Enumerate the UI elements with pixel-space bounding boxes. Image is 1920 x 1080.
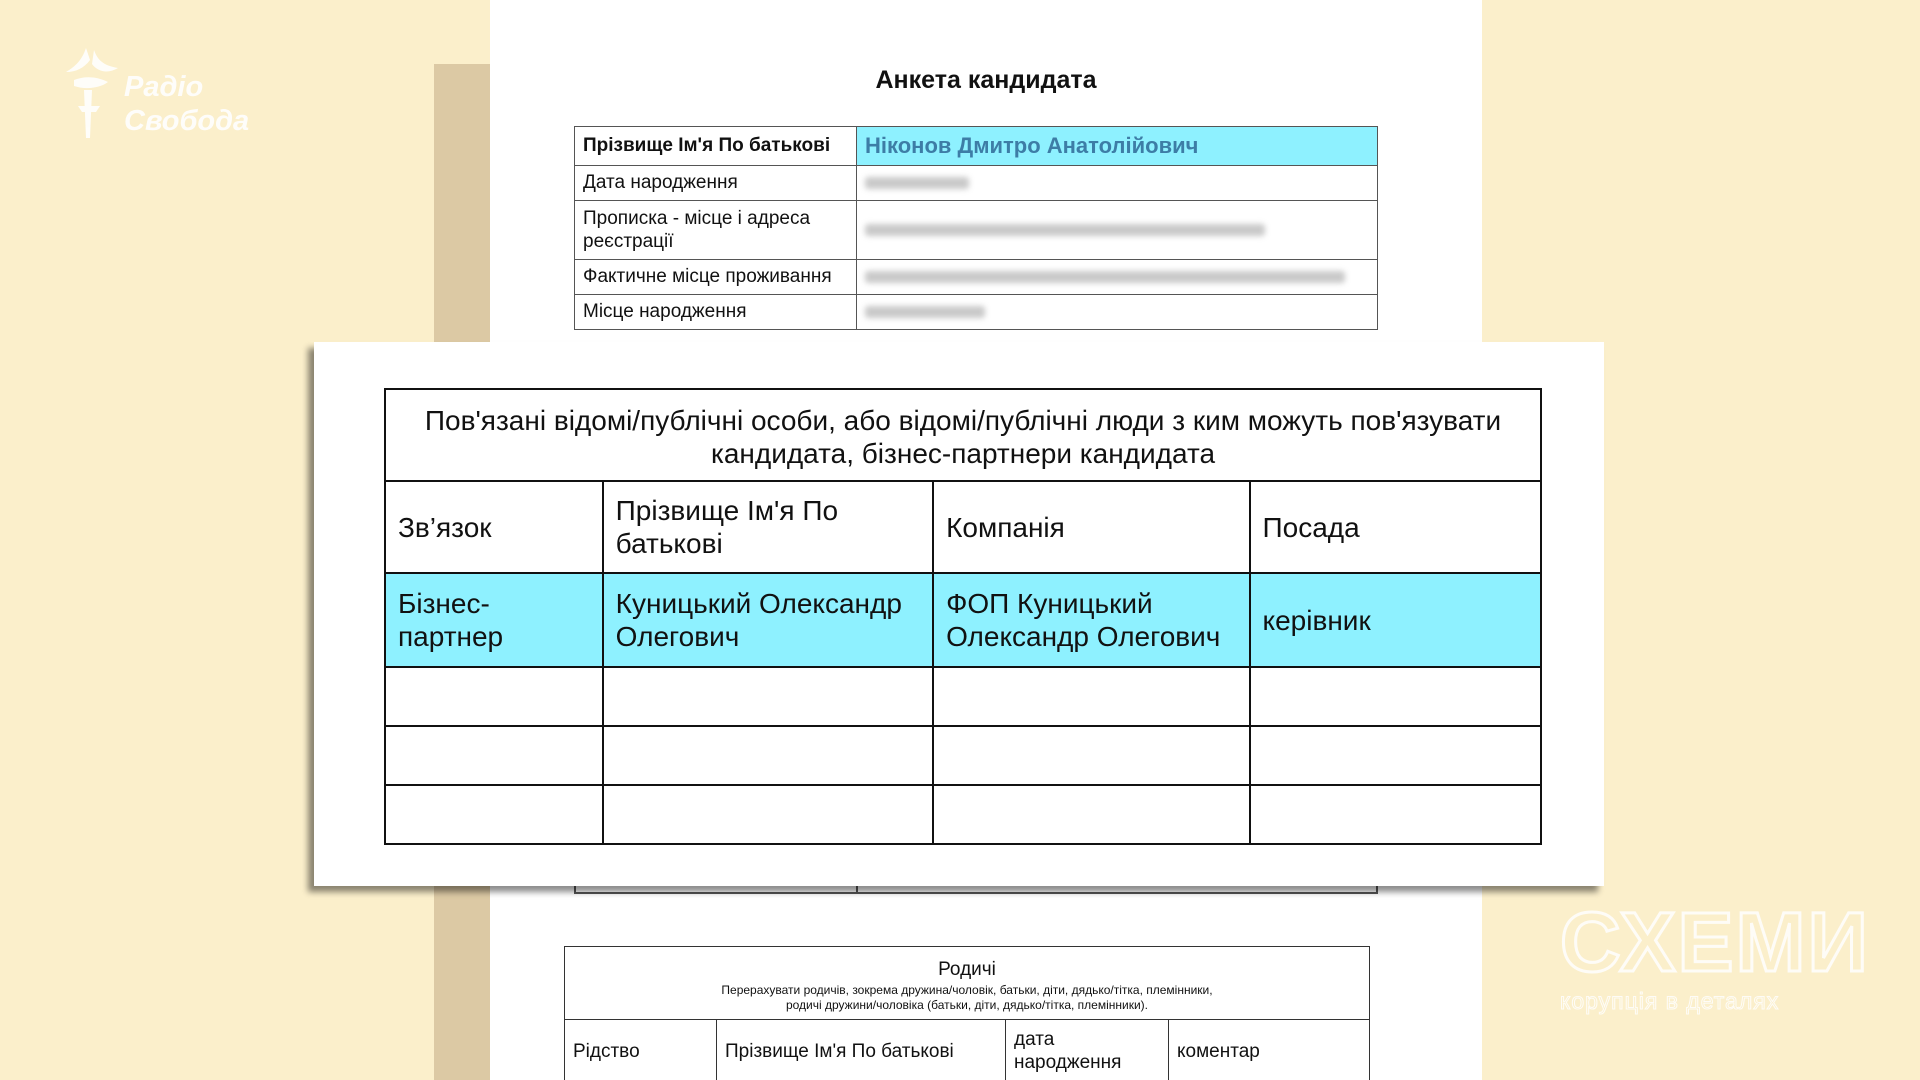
- watermark-subtitle: корупція в деталях: [1560, 988, 1780, 1014]
- relatives-note: Перерахувати родичів, зокрема дружина/чоловік, батьки, діти, дядько/тітка, племінники, родичі дружини/чоловіка (батьки, діти, дядько/тітка, племінники).: [721, 983, 1213, 1012]
- logo-text: Радіо Свобода: [124, 71, 250, 137]
- redacted-value: [857, 166, 1378, 201]
- document-title: Анкета кандидата: [875, 66, 1097, 94]
- relatives-table: [564, 946, 1370, 1080]
- table-row-empty: [385, 726, 1541, 785]
- table-cell: керівник: [1250, 573, 1541, 667]
- column-header: коментар: [1177, 1041, 1260, 1062]
- table-row: [575, 201, 1378, 260]
- column-header: дата народження: [1006, 1020, 1169, 1080]
- skhemy-watermark: [1560, 895, 1870, 1014]
- table-heading-row: [385, 389, 1541, 481]
- row-label: Прописка - місце і адреса реєстрації: [575, 201, 857, 260]
- column-header: Компанія: [933, 481, 1249, 573]
- column-header: Прізвище Ім'я По батькові: [717, 1020, 1006, 1080]
- redacted-value: [857, 295, 1378, 330]
- table-cell: ФОП Куницький Олександр Олегович: [933, 573, 1249, 667]
- associates-table: [384, 388, 1542, 845]
- column-header: Прізвище Ім'я По батькові: [603, 481, 933, 573]
- column-header-row: [385, 481, 1541, 573]
- zoomed-table-card: [314, 342, 1604, 886]
- table-row: [385, 573, 1541, 667]
- table-row: [575, 295, 1378, 330]
- table-heading: Пов'язані відомі/публічні особи, або відомі/публічні люди з ким можуть пов'язувати кандидата, бізнес-партнери кандидата: [385, 389, 1541, 481]
- row-label: Дата народження: [575, 166, 857, 201]
- relatives-title: Родичі: [938, 959, 996, 980]
- column-header: Рідство: [565, 1020, 717, 1080]
- torch-icon: [56, 46, 126, 146]
- table-row: [575, 127, 1378, 166]
- table-cell: Бізнес-партнер: [385, 573, 603, 667]
- row-label: Фактичне місце проживання: [575, 260, 857, 295]
- table-row: [575, 166, 1378, 201]
- watermark-title: СХЕМИ: [1560, 895, 1870, 989]
- table-row: [575, 260, 1378, 295]
- table-row-empty: [385, 667, 1541, 726]
- column-header: Зв’язок: [385, 481, 603, 573]
- candidate-info-table: [574, 126, 1378, 330]
- redacted-value: [857, 260, 1378, 295]
- table-border: [574, 892, 1378, 894]
- table-row-empty: [385, 785, 1541, 844]
- table-cell: Куницький Олександр Олегович: [603, 573, 933, 667]
- redacted-value: [857, 201, 1378, 260]
- row-label: Місце народження: [575, 295, 857, 330]
- candidate-name: Ніконов Дмитро Анатолійович: [857, 127, 1378, 166]
- column-header: Посада: [1250, 481, 1541, 573]
- relatives-header: [565, 1019, 1369, 1080]
- radio-svoboda-logo: [56, 46, 286, 146]
- row-label: Прізвище Ім'я По батькові: [575, 127, 857, 166]
